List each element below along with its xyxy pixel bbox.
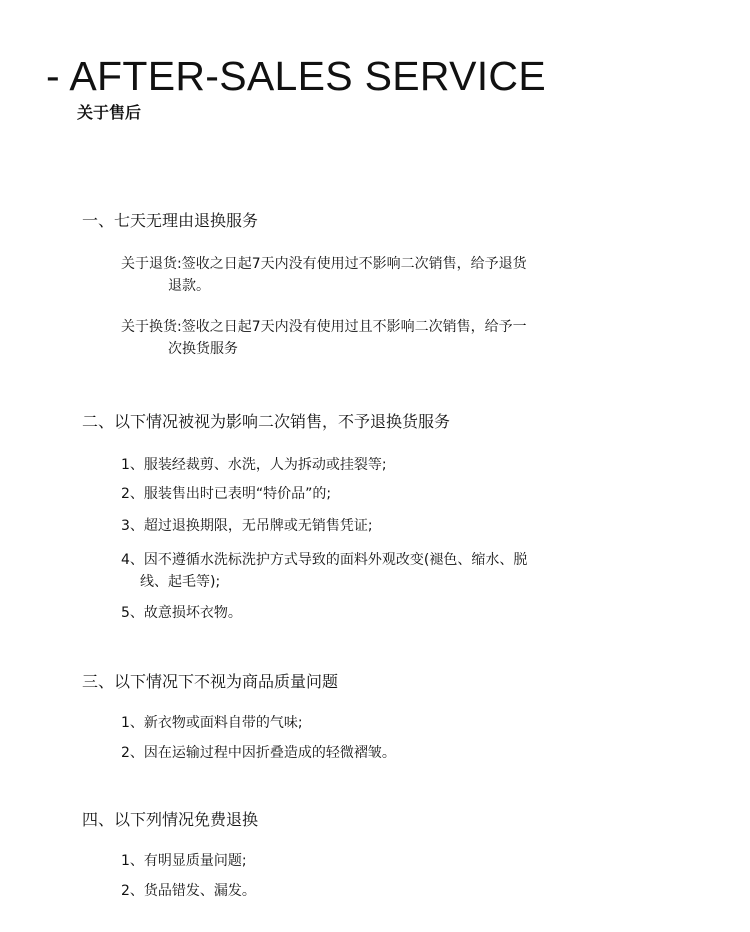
list-item: 1、新衣物或面料自带的气味; [121, 715, 303, 731]
return-policy [121, 253, 596, 297]
list-item [121, 549, 596, 593]
list-item: 2、服装售出时已表明“特价品”的; [121, 486, 332, 502]
exchange-policy-line: 关于换货:签收之日起7天内没有使用过且不影响二次销售，给予一 [121, 319, 527, 335]
return-policy-line: 退款。 [168, 278, 210, 294]
list-item: 3、超过退换期限，无吊牌或无销售凭证; [121, 518, 373, 534]
section-heading: 二、以下情况被视为影响二次销售，不予退换货服务 [82, 412, 451, 431]
section-heading: 四、以下列情况免费退换 [82, 810, 259, 829]
list-item: 2、货品错发、漏发。 [121, 883, 256, 899]
list-item: 1、有明显质量问题; [121, 853, 247, 869]
section-heading: 一、七天无理由退换服务 [82, 211, 259, 230]
list-item-line: 4、因不遵循水洗标洗护方式导致的面料外观改变(褪色、缩水、脱 [121, 552, 528, 568]
exchange-policy-line: 次换货服务 [168, 341, 238, 357]
page-subtitle: 关于售后 [77, 103, 142, 122]
list-item-line: 线、起毛等); [140, 574, 221, 590]
list-item: 2、因在运输过程中因折叠造成的轻微褶皱。 [121, 745, 396, 761]
exchange-policy [121, 316, 596, 360]
list-item: 5、故意损坏衣物。 [121, 605, 242, 621]
section-heading: 三、以下情况下不视为商品质量问题 [82, 672, 339, 691]
list-item: 1、服装经裁剪、水洗，人为拆动或挂裂等; [121, 457, 387, 473]
page-title: - AFTER-SALES SERVICE [46, 53, 546, 99]
return-policy-line: 关于退货:签收之日起7天内没有使用过不影响二次销售，给予退货 [121, 256, 527, 272]
